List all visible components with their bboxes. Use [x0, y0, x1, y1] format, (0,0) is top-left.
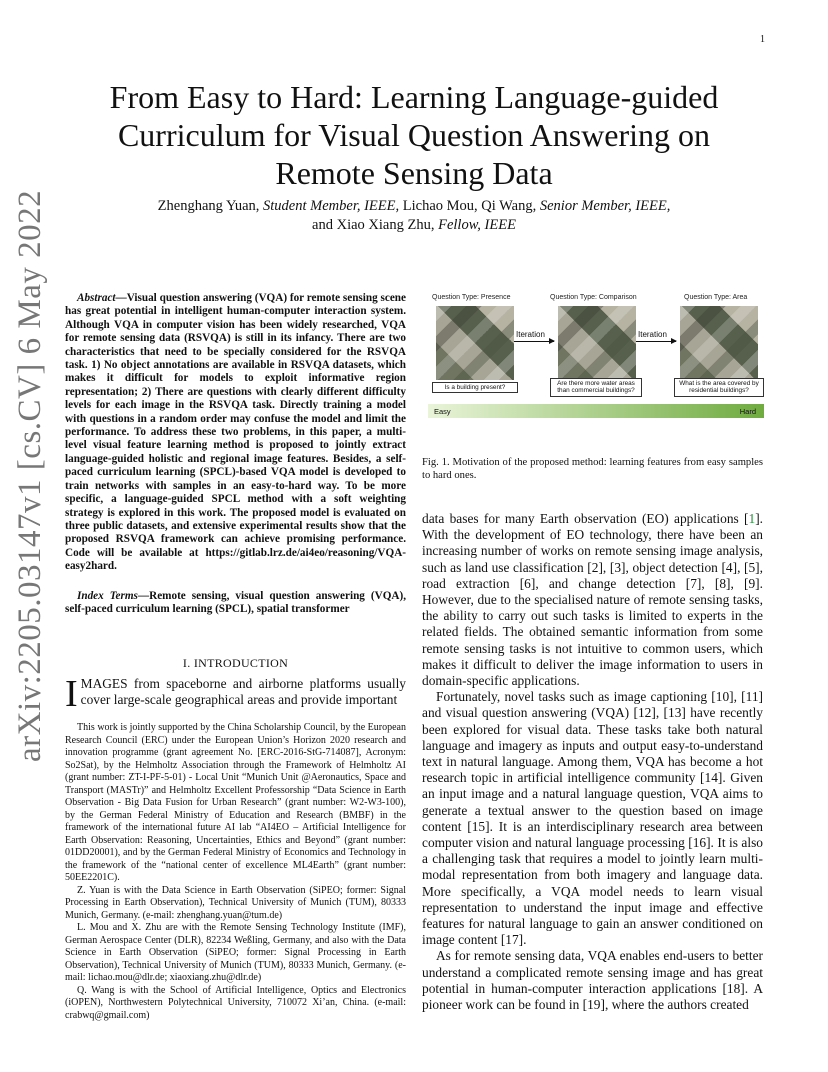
author-text: Zhenghang Yuan,	[157, 198, 264, 214]
iteration-label: Iteration	[516, 330, 545, 339]
figure-caption: Fig. 1. Motivation of the proposed method: learning features from easy samples to hard ones.	[422, 457, 763, 481]
intro-paragraph	[65, 673, 406, 715]
author-role: Student Member, IEEE,	[263, 198, 400, 214]
footnote-affiliation: Q. Wang is with the School of Artificial Intelligence, Optics and Electronics (iOPEN), Northwestern Polytechnical University, 710072 Xi’an, China. (e-mail: crabwq@gmail.com)	[65, 984, 406, 1021]
section-number: I.	[182, 656, 194, 670]
paragraph: As for remote sensing data, VQA enables end-users to better understand a complicated remote sensing image and has great potential in human-computer interaction applications [18]. A pioneer work can be found in [19], where the authors created	[422, 948, 763, 1013]
arrow-right-icon	[636, 341, 676, 342]
footnote-affiliation: L. Mou and X. Zhu are with the Remote Sensing Technology Institute (IMF), German Aerospace Center (DLR), 82234 Weßling, Germany, and also with the Data Science in Earth Observation (SiPEO; former: Signal Processing in Earth Observation), Technical University of Munich (TUM), 80333 Munich, Germany. (e-mail: lichao.mou@dlr.de; xiaoxiang.zhu@dlr.de)	[65, 922, 406, 983]
index-terms-text: —Remote sensing, visual question answering (VQA), self-paced curriculum learning (SPCL), spatial transformer	[65, 590, 406, 616]
citation-link[interactable]: 1	[748, 511, 756, 526]
drop-cap: I	[65, 673, 78, 715]
page-number: 1	[760, 34, 765, 45]
footnotes	[65, 722, 406, 1022]
easy-label: Easy	[434, 407, 451, 416]
section-heading	[65, 656, 406, 671]
iteration-label: Iteration	[638, 330, 667, 339]
figure-1	[428, 290, 764, 422]
section-title-rest: NTRODUCTION	[198, 656, 289, 670]
difficulty-gradient-bar	[428, 404, 764, 418]
intro-text: MAGES from spaceborne and airborne platforms usually cover large-scale geographical areas and provide important	[80, 676, 406, 708]
author-role: Senior Member, IEEE,	[539, 198, 671, 214]
section-first-letter: I	[193, 656, 199, 670]
author-text: and Xiao Xiang Zhu,	[312, 217, 439, 233]
question-box-comparison: Are there more water areas than commercial buildings?	[550, 378, 642, 397]
paragraph: Fortunately, novel tasks such as image captioning [10], [11] and visual question answering (VQA) [12], [13] have recently been explored for visual data. These tasks take both natural language and imagery as inputs and output easy-to-understand text in natural language. Among them, VQA has become a hot research topic in artificial intelligence community [14]. Given an input image and a natural language question, VQA aims to generate a textual answer to the question based on image content [15]. It is an interdisciplinary research area between computer vision and natural language processing [16]. It is also a challenging task that requires a model to jointly learn multi-modal representation from both imagery and language data. More specifically, a VQA model needs to learn visual representation to understand the input image and effective features for natural language to gain an answer conditioned on image content [17].	[422, 689, 763, 948]
aerial-image-presence	[436, 306, 514, 380]
hard-label: Hard	[739, 407, 756, 416]
question-box-presence: Is a building present?	[432, 382, 518, 393]
text: ]. With the development of EO technology, there have been an increasing number of works on remote sensing image analysis, such as land use classification [2], [3], object detection [4], [5], road extraction [6], and change detection [7], [8], [9]. However, due to the specialised nature of remote sensing tasks, the ability to carry out such tasks is limited to experts in the related fields. The obtained semantic information from some remote sensing tasks is not intuitive to common users, which makes it difficult to deliver the image information to users in domain-specific applications.	[422, 511, 763, 689]
abstract	[65, 292, 406, 574]
footnote-affiliation: Z. Yuan is with the Data Science in Earth Observation (SiPEO; former: Signal Processing in Earth Observation), Technical University of Munich (TUM), 80333 Munich, Germany. (e-mail: zhenghang.yuan@tum.de)	[65, 884, 406, 921]
footnote-funding: This work is jointly supported by the China Scholarship Council, by the European Research Council (ERC) under the European Union’s Horizon 2020 research and innovation programme (grant agreement No. [ERC-2016-StG-714087], Acronym: So2Sat), by the Helmholtz Association through the Framework of Helmholtz AI (grant number: ZT-I-PF-5-01) - Local Unit “Munich Unit @Aeronautics, Space and Transport (MASTr)” and Helmholtz Excellent Professorship “Data Science in Earth Observation - Big Data Fusion for Urban Research” (grant number: W2-W3-100), by the German Federal Ministry of Education and Research (BMBF) in the framework of the international future AI lab “AI4EO – Artificial Intelligence for Earth Observation: Reasoning, Uncertainties, Ethics and Beyond” (grant number: 01DD20001), and by the German Federal Ministry of Economics and Technology in the framework of the “national center of excellence ML4Earth” (grant number: 50EE2201C).	[65, 722, 406, 883]
index-terms	[65, 590, 406, 617]
aerial-image-comparison	[558, 306, 636, 380]
figure-label-comparison: Question Type: Comparison	[550, 294, 637, 301]
author-list	[70, 197, 758, 235]
abstract-text: —Visual question answering (VQA) for remote sensing scene has great potential in intelligent human-computer interaction system. Although VQA in computer vision has been widely researched, VQA for remote sensing data (RSVQA) is still in its infancy. There are two characteristics that need to be specially considered for the RSVQA task. 1) No object annotations are available in RSVQA datasets, which makes it difficult for models to exploit informative region representation; 2) There are questions with clearly different difficulty levels for each image in the RSVQA task. Directly training a model with questions in a random order may confuse the model and limit the performance. To address these two problems, in this paper, a multi-level visual feature learning method is proposed to jointly extract language-guided holistic and regional image features. Besides, a self-paced curriculum learning (SPCL)-based VQA model is developed to train networks with samples in an easy-to-hard way. To be more specific, a language-guided SPCL method with a soft weighting strategy is explored in this work. The proposed model is evaluated on three public datasets, and extensive experimental results show that the proposed RSVQA framework can achieve promising performance. Code will be available at https://gitlab.lrz.de/ai4eo/reasoning/VQA-easy2hard.	[65, 292, 406, 573]
figure-label-area: Question Type: Area	[684, 294, 748, 301]
author-role: Fellow, IEEE	[438, 217, 516, 233]
paragraph	[422, 511, 763, 689]
index-terms-lead: Index Terms	[77, 590, 138, 602]
text: data bases for many Earth observation (EO) applications [	[422, 511, 749, 526]
paper-title: From Easy to Hard: Learning Language-guided Curriculum for Visual Question Answering on Remote Sensing Data	[109, 79, 719, 191]
body-text-right	[422, 511, 763, 1013]
abstract-lead: Abstract	[77, 292, 116, 304]
arxiv-stamp: arXiv:2205.03147v1 [cs.CV] 6 May 2022	[12, 189, 48, 762]
arrow-right-icon	[514, 341, 554, 342]
question-box-area: What is the area covered by residential buildings?	[674, 378, 764, 397]
figure-label-presence: Question Type: Presence	[432, 294, 511, 301]
author-text: Lichao Mou, Qi Wang,	[399, 198, 540, 214]
aerial-image-area	[680, 306, 758, 380]
